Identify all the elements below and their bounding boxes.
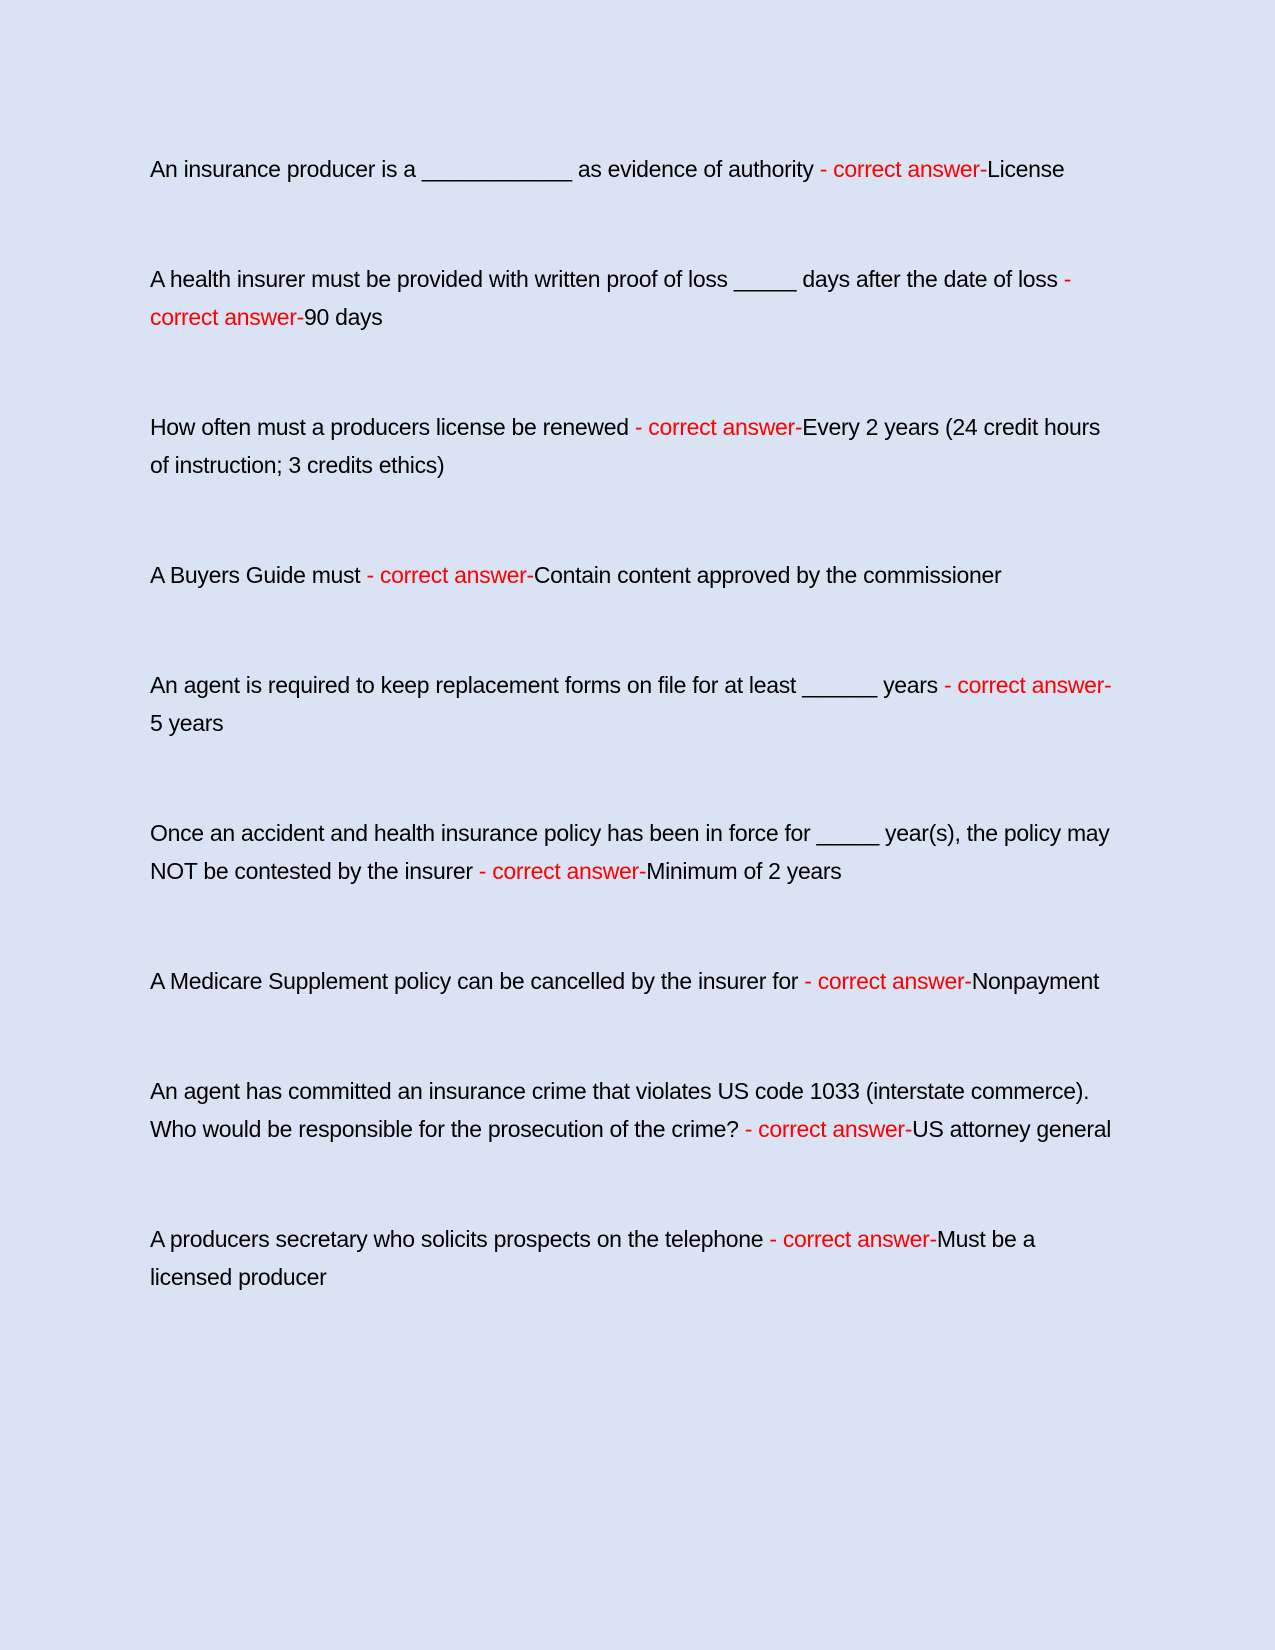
correct-answer-label: - correct answer- bbox=[744, 1116, 913, 1142]
correct-answer-label: - correct answer- bbox=[478, 858, 647, 884]
answer-text: Every 2 years (24 credit hours of instruction; 3 credits ethics) bbox=[150, 414, 1101, 478]
answer-text: Nonpayment bbox=[971, 968, 1100, 994]
answer-text: 90 days bbox=[304, 304, 383, 330]
question-text: A Buyers Guide must bbox=[150, 562, 361, 588]
qa-item bbox=[150, 1220, 1120, 1296]
question-text: How often must a producers license be renewed bbox=[150, 414, 629, 440]
question-text: A health insurer must be provided with written proof of loss _____ days after the date of loss bbox=[150, 266, 1058, 292]
answer-text: 5 years bbox=[150, 710, 224, 736]
correct-answer-label: - correct answer- bbox=[769, 1226, 937, 1252]
question-text: An agent has committed an insurance crime that violates US code 1033 (interstate commerce). Who would be responsible for the prosecution of the crime? bbox=[150, 1078, 1090, 1142]
qa-item bbox=[150, 408, 1120, 484]
correct-answer-label: - correct answer- bbox=[366, 562, 534, 588]
answer-text: US attorney general bbox=[912, 1116, 1112, 1142]
qa-item bbox=[150, 1072, 1120, 1148]
correct-answer-label: - correct answer- bbox=[943, 672, 1112, 698]
correct-answer-label: - correct answer- bbox=[150, 266, 1072, 330]
qa-item bbox=[150, 814, 1120, 890]
qa-item bbox=[150, 962, 1120, 1000]
question-text: Once an accident and health insurance policy has been in force for _____ year(s), the policy may NOT be contested by the insurer bbox=[150, 820, 1110, 884]
correct-answer-label: - correct answer- bbox=[634, 414, 803, 440]
question-text: An insurance producer is a ____________ as evidence of authority bbox=[150, 156, 814, 182]
qa-item bbox=[150, 150, 1120, 188]
question-text: A Medicare Supplement policy can be cancelled by the insurer for bbox=[150, 968, 799, 994]
answer-text: Must be a licensed producer bbox=[150, 1226, 1036, 1290]
qa-item bbox=[150, 260, 1120, 336]
question-text: A producers secretary who solicits prospects on the telephone bbox=[150, 1226, 764, 1252]
correct-answer-label: - correct answer- bbox=[819, 156, 988, 182]
question-text: An agent is required to keep replacement forms on file for at least ______ years bbox=[150, 672, 938, 698]
answer-text: Minimum of 2 years bbox=[646, 858, 842, 884]
qa-item bbox=[150, 666, 1120, 742]
answer-text: License bbox=[987, 156, 1065, 182]
qa-item bbox=[150, 556, 1120, 594]
answer-text: Contain content approved by the commissioner bbox=[533, 562, 1002, 588]
correct-answer-label: - correct answer- bbox=[804, 968, 972, 994]
